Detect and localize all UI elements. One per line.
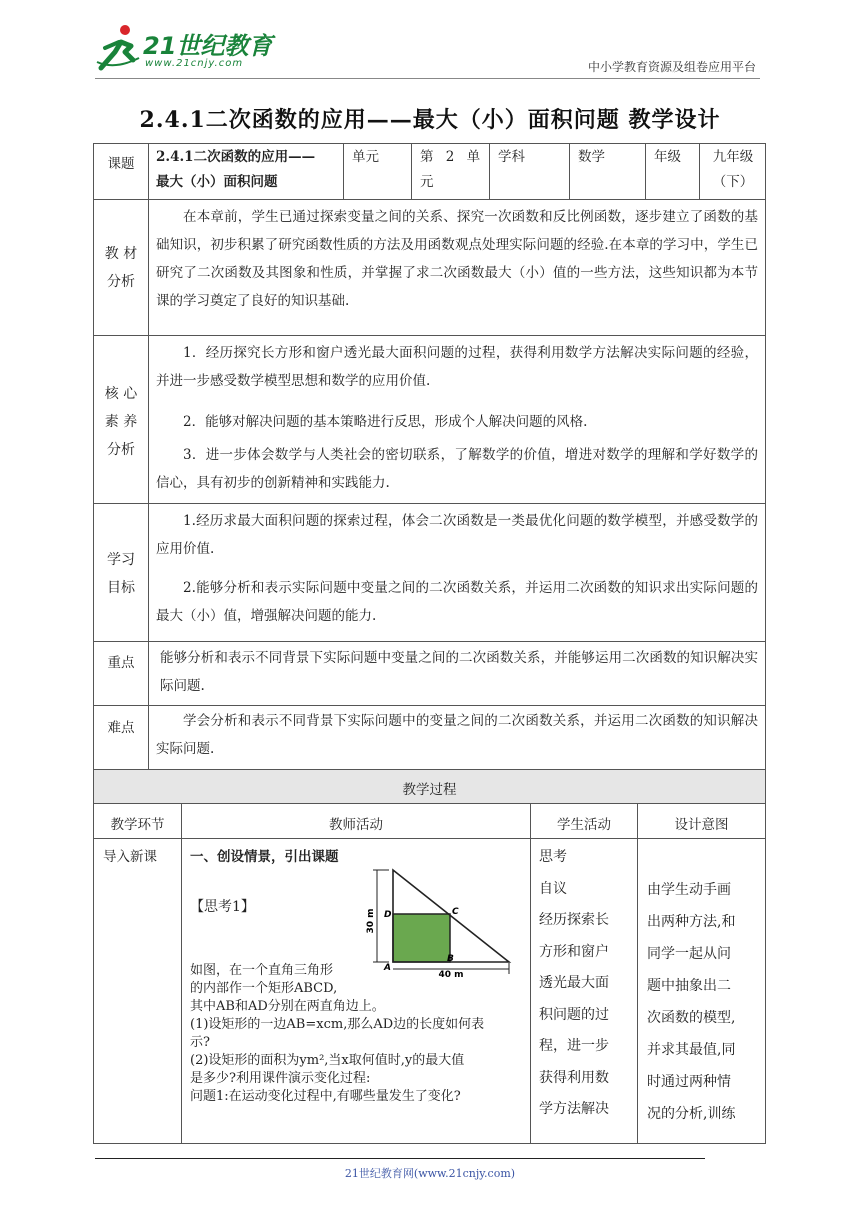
logo-text: 21世纪教育 xyxy=(143,32,273,60)
core-label-line-1: 核 心 xyxy=(104,386,138,402)
topic-line-1: 2.4.1二次函数的应用—— xyxy=(156,149,316,165)
grade-label: 年级 xyxy=(654,149,681,165)
teacher-line: 问题1:在运动变化过程中,有哪些量发生了变化? xyxy=(190,1089,461,1104)
unit-label: 单元 xyxy=(352,149,379,165)
student-line: 积问题的过 xyxy=(539,1006,609,1023)
subject-value: 数学 xyxy=(578,149,605,165)
learning-goals-label xyxy=(94,546,148,602)
textbook-label-line-1: 教 材 xyxy=(104,246,138,262)
grade-line-1: 九年级 xyxy=(712,149,754,165)
footer-divider xyxy=(95,1158,705,1159)
student-line: 获得利用数 xyxy=(539,1069,609,1086)
unit-value xyxy=(420,145,506,195)
core-literacy-p3: 3．进一步体会数学与人类社会的密切联系，了解数学的价值，增进对数学的理解和学好数学的信心，具有初步的创新精神和实践能力. xyxy=(156,447,758,491)
point-b-label: B xyxy=(447,954,454,964)
base-dimension-label: 40 m xyxy=(438,970,464,979)
teacher-activity-text xyxy=(190,962,526,1106)
teacher-section-heading: 一、创设情景，引出课题 xyxy=(190,849,339,865)
stage-name: 导入新课 xyxy=(103,849,157,865)
student-line: 透光最大面 xyxy=(539,975,609,991)
unit-line-2: 元 xyxy=(420,174,434,190)
point-c-label: C xyxy=(452,907,459,917)
col-intent-header: 设计意图 xyxy=(674,817,729,833)
subject-label: 学科 xyxy=(498,149,525,165)
goal-label-line-1: 学习 xyxy=(107,552,135,568)
document-title: 2.4.1二次函数的应用——最大（小）面积问题 教学设计 xyxy=(139,107,721,133)
rectangle-abcd xyxy=(393,914,450,962)
teacher-line: 的内部作一个矩形ABCD, xyxy=(190,981,338,996)
process-heading: 教学过程 xyxy=(402,782,457,798)
textbook-analysis-label xyxy=(94,240,148,296)
key-point-text: 能够分析和表示不同背景下实际问题中变量之间的二次函数关系，并能够运用二次函数的知识解决实际问题. xyxy=(160,650,758,694)
think-label: 【思考1】 xyxy=(190,899,255,915)
logo-url: www.21cnjy.com xyxy=(145,58,244,69)
teacher-line: 其中AB和AD分别在两直角边上。 xyxy=(190,999,385,1014)
teacher-line: (2)设矩形的面积为ym²,当x取何值时,y的最大值 xyxy=(190,1053,465,1068)
intent-line: 出两种方法,和 xyxy=(647,914,736,930)
intent-line: 时通过两种情 xyxy=(647,1074,731,1090)
col-student-header: 学生活动 xyxy=(557,817,611,833)
unit-line-1: 第 2 单 xyxy=(420,149,485,165)
platform-name: 中小学教育资源及组卷应用平台 xyxy=(587,60,756,74)
teacher-line: 如图，在一个直角三角形 xyxy=(190,963,334,978)
intent-line: 次函数的模型, xyxy=(647,1010,736,1026)
teacher-line: 示? xyxy=(190,1035,210,1050)
difficulty-text: 学会分析和表示不同背景下实际问题中的变量之间的二次函数关系，并运用二次函数的知识解决实际问题. xyxy=(156,713,758,757)
topic-label: 课题 xyxy=(107,156,135,172)
intent-line: 由学生动手画 xyxy=(647,882,731,898)
col-stage-header: 教学环节 xyxy=(110,817,165,833)
teacher-line: 是多少?利用课件演示变化过程: xyxy=(190,1071,371,1086)
student-line: 经历探索长 xyxy=(539,912,609,928)
textbook-analysis-text: 在本章前，学生已通过探索变量之间的关系、探究一次函数和反比例函数，逐步建立了函数的基础知识，初步积累了研究函数性质的方法及用函数观点处理实际问题的经验.在本章的学习中，学生已研究了二次函数及其图象和性质，并掌握了求二次函数最大（小）值的一些方法，这些知识都为本节课的学习奠定了良好的知识基础. xyxy=(156,209,758,309)
learning-goal-p2: 2.能够分析和表示实际问题中变量之间的二次函数关系，并运用二次函数的知识求出实际问题的最大（小）值，增强解决问题的能力. xyxy=(156,580,758,624)
point-d-label: D xyxy=(384,910,392,920)
core-label-line-3: 分析 xyxy=(107,442,135,458)
difficulty-label: 难点 xyxy=(107,720,135,736)
core-literacy-label xyxy=(94,380,148,464)
student-line: 学方法解决 xyxy=(539,1101,609,1117)
height-dimension-label: 30 m xyxy=(366,908,376,934)
key-point-label: 重点 xyxy=(107,655,135,671)
intent-line: 题中抽象出二 xyxy=(647,978,731,994)
student-line: 自议 xyxy=(539,880,567,897)
goal-label-line-2: 目标 xyxy=(107,580,135,596)
grade-value xyxy=(702,145,764,195)
core-label-line-2: 素 养 xyxy=(104,414,138,430)
topic-line-2: 最大（小）面积问题 xyxy=(156,174,278,190)
intent-line: 况的分析,训练 xyxy=(647,1106,736,1122)
point-a-label: A xyxy=(384,963,391,973)
footer-text: 21世纪教育网(www.21cnjy.com) xyxy=(344,1167,516,1180)
intent-line: 并求其最值,同 xyxy=(647,1042,736,1058)
intent-line: 同学一起从问 xyxy=(647,946,731,962)
topic-value xyxy=(156,145,346,195)
textbook-label-line-2: 分析 xyxy=(107,274,135,290)
col-teacher-header: 教师活动 xyxy=(329,817,383,833)
grade-line-2: （下） xyxy=(712,174,754,190)
student-activity-text xyxy=(539,842,635,1126)
student-line: 程，进一步 xyxy=(539,1038,609,1054)
learning-goal-p1: 1.经历求最大面积问题的探索过程，体会二次函数是一类最优化问题的数学模型，并感受数学的应用价值. xyxy=(156,513,758,557)
design-intent-text xyxy=(647,874,765,1130)
student-line: 方形和窗户 xyxy=(539,943,609,960)
teacher-line: (1)设矩形的一边AB=xcm,那么AD边的长度如何表 xyxy=(190,1017,485,1032)
student-line: 思考 xyxy=(539,849,567,865)
core-literacy-p1: 1．经历探究长方形和窗户透光最大面积问题的过程，获得利用数学方法解决实际问题的经验，并进一步感受数学模型思想和数学的应用价值. xyxy=(156,345,758,389)
core-literacy-p2: 2．能够对解决问题的基本策略进行反思，形成个人解决问题的风格. xyxy=(183,414,588,430)
